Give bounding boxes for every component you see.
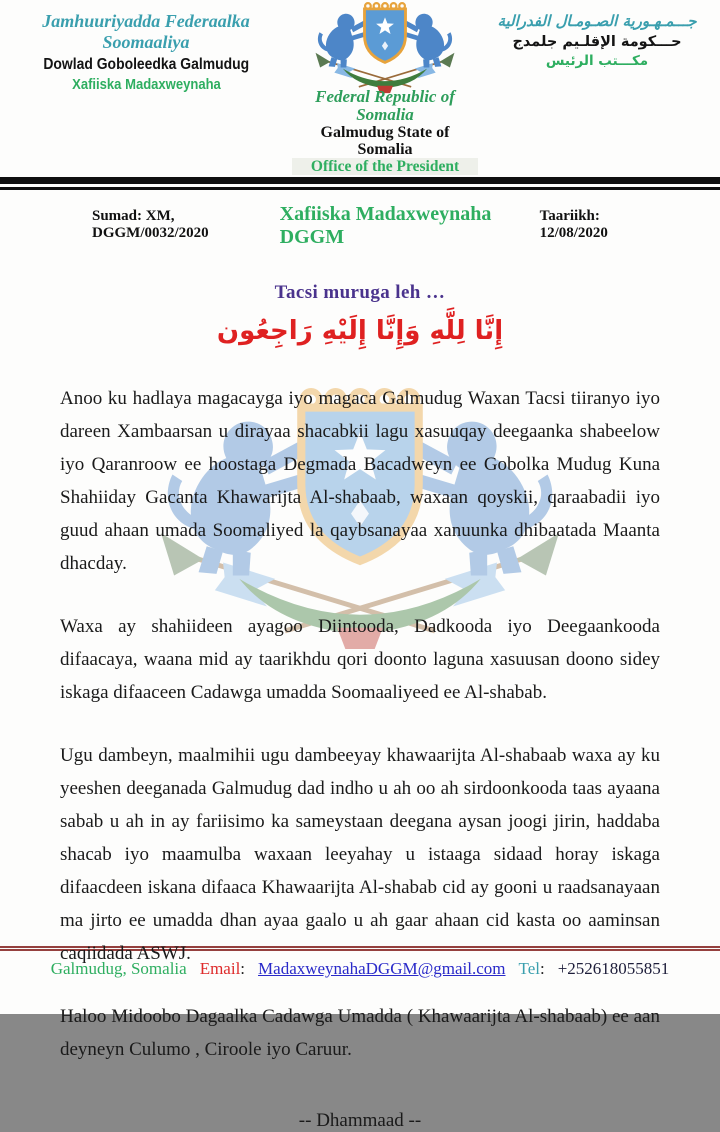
galmudug-government-arabic-text: حـــكومة الإقلـيم جلمدج	[512, 34, 682, 50]
phone-number: +252618055851	[557, 959, 670, 978]
office-president-english-text: Office of the President	[292, 158, 478, 175]
reference-row	[0, 203, 720, 249]
closing-mark: -- Dhammaad --	[298, 1110, 422, 1131]
footer-location: Galmudug, Somalia	[50, 959, 187, 978]
federal-republic-english-text: Federal Republic of Somalia	[315, 87, 455, 124]
letter-date: Taariikh: 12/08/2020	[539, 208, 608, 241]
office-president-arabic-text: مكـــتب الرئيس	[545, 53, 649, 69]
paragraph: Waxa ay shahiideen ayagoo Diintooda, Dadkooda iyo Deegaankooda difaacaya, waana mid ay taarikhdu qori doonto laguna xasuusan doono sidey iskaga difaaceen Cadawga umadda Soomaaliyeed ee Al-shabab.	[60, 616, 660, 703]
letterhead-somali-block	[0, 6, 292, 175]
federal-republic-somali-text: Jamhuuriyadda Federaalka Soomaaliya	[42, 11, 250, 52]
letterhead-center-block	[292, 6, 478, 175]
letterhead-arabic-block	[478, 6, 720, 175]
paragraph: Ugu dambeyn, maalmihii ugu dambeeyay khawaarijta Al-shabaab waxa ay ku yeeshen deeganada Galmudug dad indho u ah oo ah sirdoonkooda taas ayaana sabab u ah in ay fariisimo ka sameystaan deegana aysan joogi jirin, haddaba shacab iyo maamulba waxaan leeyahay u istaaga sidaad horay iskaga difaacdeen iskana difaaca Khawaarijta Al-shabab cid ay gooni u raadsanayaan ma jirto ee umadda dhan ayaa gaalo u ah gaar ahaan cid kasta oo aaminsan caqiidada ASWJ.	[60, 745, 660, 964]
office-president-somali-text: Xafiiska Madaxweynaha	[71, 76, 221, 93]
condolence-verse-arabic: إِنَّا لِلَّهِ وَإِنَّا إِلَيْهِ رَاجِعُون	[216, 316, 504, 346]
federal-republic-arabic-text: جـــمـهـورية الصـومـال الفدرالية	[497, 12, 697, 30]
galmudug-state-english-text: Galmudug State of Somalia	[320, 124, 450, 158]
email-link[interactable]: MadaxweynahaDGGM@gmail.com	[258, 959, 506, 978]
email-label: Email	[199, 959, 241, 978]
reference-number: Sumad: XM, DGGM/0032/2020	[92, 208, 209, 241]
colon: :	[240, 959, 246, 978]
paragraph: Anoo ku hadlaya magacayga iyo magaca Galmudug Waxan Tacsi tiiranyo iyo dareen Xambaarsan u dirayaa shacabkii lagu xasuuqay deegaanka shabeelow iyo Qaranroow ee hoostaga Degmada Bacadweyn ee Gobolka Mudug Kuna Shahiiday Gacanta Khawarijta Al-shabaab, waxaan qoyskii, qaraabadii iyo guud ahaan umada Soomaliyed la qaybsanayaa xanuunka dhibaatada Maanta dhacday.	[60, 388, 660, 574]
paragraph: Haloo Midoobo Dagaalka Cadawga Umadda ( Khawaarijta Al-shabaab) ee aan deyneyn Culumo , Ciroole iyo Caruur.	[60, 1006, 660, 1060]
tel-label: Tel	[518, 959, 540, 978]
letter-title: Tacsi muruga leh …	[274, 282, 446, 303]
office-name-heading: Xafiiska Madaxweynaha DGGM	[279, 203, 492, 248]
letter-body	[0, 382, 720, 1132]
galmudug-state-somali-text: Dowlad Goboleedka Galmudug	[43, 56, 249, 73]
coat-of-arms-emblem	[311, 6, 459, 88]
letterhead	[0, 0, 720, 175]
colon: :	[539, 959, 545, 978]
header-divider-rule	[0, 177, 720, 187]
